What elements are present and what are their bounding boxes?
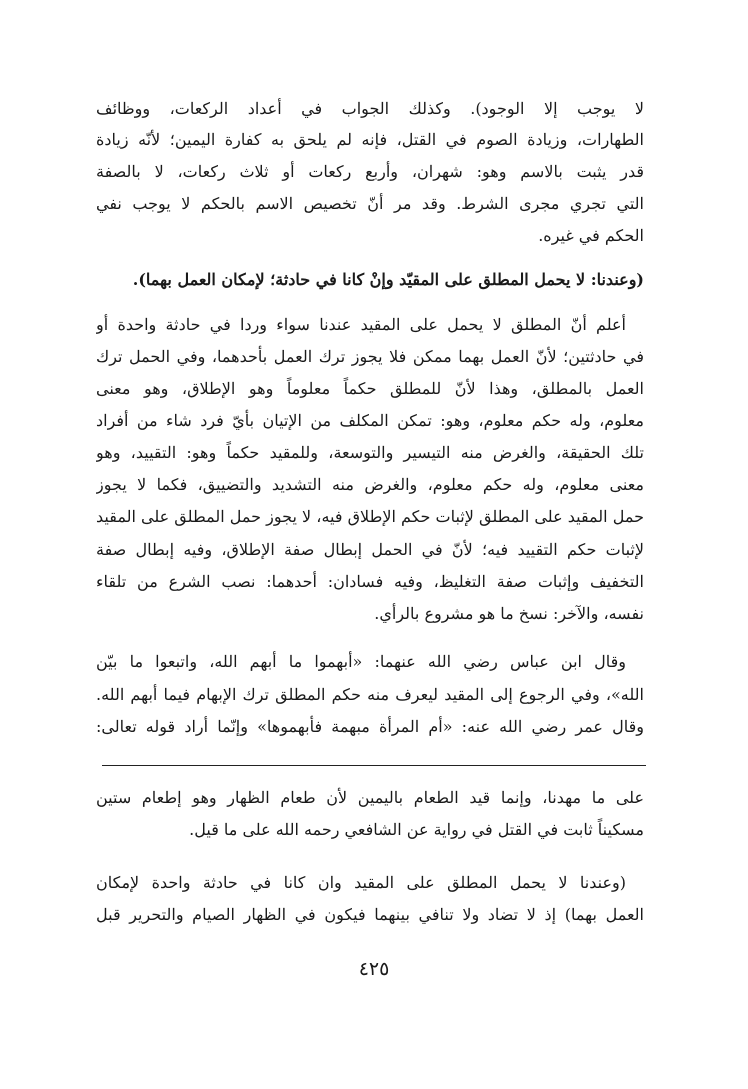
body-line-19: وقال عمر رضي الله عنه: «أم المرأة مبهمة فأبهموها» وإنّما أراد قوله تعالى:: [96, 717, 644, 736]
section-heading: (وعندنا: لا يحمل المطلق على المقيّد وإنْ كانا في حادثة؛ لإمكان العمل بهما).: [132, 270, 644, 289]
body-line-4: التي تجري مجرى الشرط. وقد مر أنّ تخصيص الاسم بالحكم لا يوجب نفي: [96, 194, 644, 213]
body-line-9: العمل بالمطلق، وهذا لأنّ للمطلق حكماً معلوماً وهو الإطلاق، وهو معنى: [96, 379, 644, 398]
body-line-11: تلك الحقيقة، والغرض منه التيسير والتوسعة، وللمقيد حكماً وهو: التقييد، وهو: [96, 443, 644, 462]
body-line-8: في حادثتين؛ لأنّ العمل بهما ممكن فلا يجوز ترك العمل بأحدهما، وفي الحمل ترك: [96, 347, 644, 366]
body-line-13: حمل المقيد على المطلق لإثبات حكم الإطلاق فيه، لا يجوز حمل المطلق على المقيد: [96, 507, 644, 526]
footnote-line-1: على ما مهدنا، وإنما قيد الطعام باليمين لأن طعام الظهار وهو إطعام ستين: [96, 788, 644, 807]
body-line-10: معلوم، وله حكم معلوم، وهو: تمكن المكلف من الإتيان بأيّ فرد شاء من أفراد: [96, 411, 644, 430]
footnote-line-2: مسكيناً ثابت في القتل في رواية عن الشافعي رحمه الله على ما قيل.: [189, 820, 644, 839]
body-line-1: لا يوجب إلا الوجود). وكذلك الجواب في أعداد الركعات، ووظائف: [96, 99, 644, 118]
footnote-line-4: العمل بهما) إذ لا تضاد ولا تنافي بينهما فيكون في الظهار الصيام والتحرير قبل: [96, 905, 644, 924]
body-line-14: لإثبات حكم التقييد فيه؛ لأنّ في الحمل إبطال صفة الإطلاق، وفيه إبطال صفة: [96, 540, 644, 559]
body-line-7: أعلم أنّ المطلق لا يحمل على المقيد عندنا سواء وردا في حادثة واحدة أو: [96, 315, 626, 334]
body-line-2: الطهارات، وزيادة الصوم في القتل، فإنه لم يلحق به كفارة اليمين؛ لأنّه زيادة: [96, 130, 644, 149]
body-line-16: نفسه، والآخر: نسخ ما هو مشروع بالرأي.: [374, 604, 644, 623]
page-number: ٤٢٥: [358, 958, 390, 980]
body-line-3: قدر يثبت بالاسم وهو: شهران، وأربع ركعات أو ثلاث ركعات، لا بالصفة: [96, 162, 644, 181]
body-line-15: التخفيف وإثبات صفة التغليظ، وفيه فسادان: أحدهما: نصب الشرع من تلقاء: [96, 572, 644, 591]
footnote-separator: [102, 765, 646, 766]
footnote-line-3: (وعندنا لا يحمل المطلق على المقيد وان كانا في حادثة واحدة لإمكان: [96, 873, 626, 892]
body-line-5: الحكم في غيره.: [538, 226, 644, 245]
body-line-12: معنى معلوم، وله حكم معلوم، والغرض منه التشديد والتضييق، فكما لا يجوز: [96, 475, 644, 494]
body-line-18: الله»، وفي الرجوع إلى المقيد ليعرف منه حكم المطلق ترك الإبهام فيما أبهم الله.: [96, 685, 644, 704]
body-line-17: وقال ابن عباس رضي الله عنهما: «أبهموا ما أبهم الله، واتبعوا ما بيّن: [96, 652, 626, 671]
